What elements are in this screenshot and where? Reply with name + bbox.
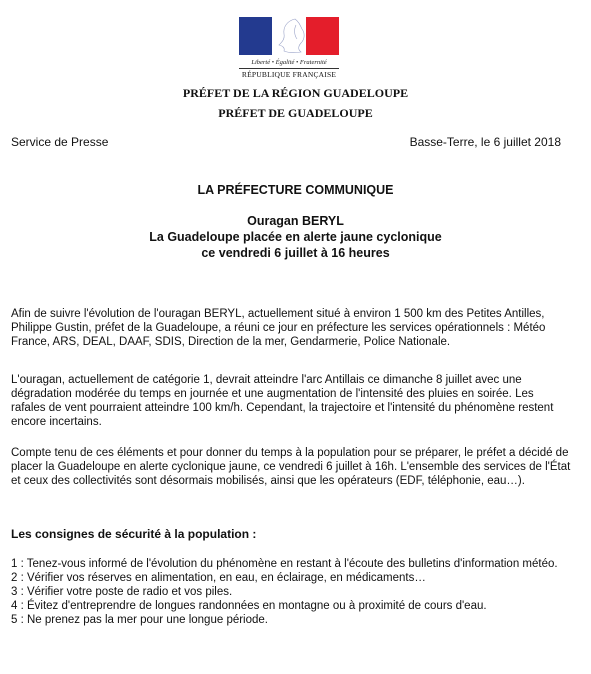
announcement-line-3: ce vendredi 6 juillet à 16 heures: [201, 246, 390, 260]
service-label: Service de Presse: [11, 135, 109, 149]
paragraph-2: L'ouragan, actuellement de catégorie 1, devrait atteindre l'arc Antillais ce dimanche 8 juillet avec une dégradation modérée du temps en journée et une augmentation de l'intensité des pluies en soirée. Les rafales de vent pourraient atteindre 100 km/h. Cependant, la trajectoire et l'intensité du phénomène restent encore incertains.: [11, 374, 554, 428]
paragraph-3: Compte tenu de ces éléments et pour donner du temps à la population pour se préparer, le préfet a décidé de placer la Guadeloupe en alerte cyclonique jaune, ce vendredi 6 juillet à 16h. L'ensemble des services de l'État et ceux des collectivités sont désormais mobilisés, ainsi que les opérateurs (EDF, téléphonie, eau…).: [11, 447, 571, 487]
paragraph-1: Afin de suivre l'évolution de l'ouragan BERYL, actuellement situé à environ 1 500 km des Petites Antilles, Philippe Gustin, préfet de la Guadeloupe, a réuni ce jour en préfecture les services opérationnels : Météo France, ARS, DEAL, DAAF, SDIS, Direction de la mer, Gendarmerie, Police Nationale.: [11, 308, 546, 348]
prefet-heading: PRÉFET DE GUADELOUPE: [218, 106, 373, 120]
motto-text: Liberté • Égalité • Fraternité: [251, 59, 327, 66]
logo-divider: [239, 68, 339, 69]
list-item: 3 : Vérifier votre poste de radio et vos piles.: [11, 586, 233, 598]
consignes-list: [11, 557, 571, 627]
list-item: 4 : Évitez d'entreprendre de longues randonnées en montagne ou à proximité de cours d'eau.: [11, 600, 487, 612]
list-item: 2 : Vérifier vos réserves en alimentation, en eau, en éclairage, en médicaments…: [11, 572, 426, 584]
consignes-heading: Les consignes de sécurité à la population :: [11, 527, 257, 541]
list-item: 5 : Ne prenez pas la mer pour une longue période.: [11, 614, 268, 626]
announcement-title: [0, 213, 591, 261]
marianne-logo-icon: [239, 17, 339, 79]
announcement-line-2: La Guadeloupe placée en alerte jaune cyclonique: [149, 230, 442, 244]
republic-text: RÉPUBLIQUE FRANÇAISE: [241, 70, 337, 79]
list-item: 1 : Tenez-vous informé de l'évolution du phénomène en restant à l'écoute des bulletins d'information météo.: [11, 558, 558, 570]
communique-title: LA PRÉFECTURE COMMUNIQUE: [197, 183, 394, 197]
tricolor-flag: [239, 17, 339, 55]
place-date: Basse-Terre, le 6 juillet 2018: [409, 135, 561, 149]
prefet-region-heading: PRÉFET DE LA RÉGION GUADELOUPE: [182, 86, 409, 100]
announcement-line-1: Ouragan BERYL: [247, 214, 344, 228]
